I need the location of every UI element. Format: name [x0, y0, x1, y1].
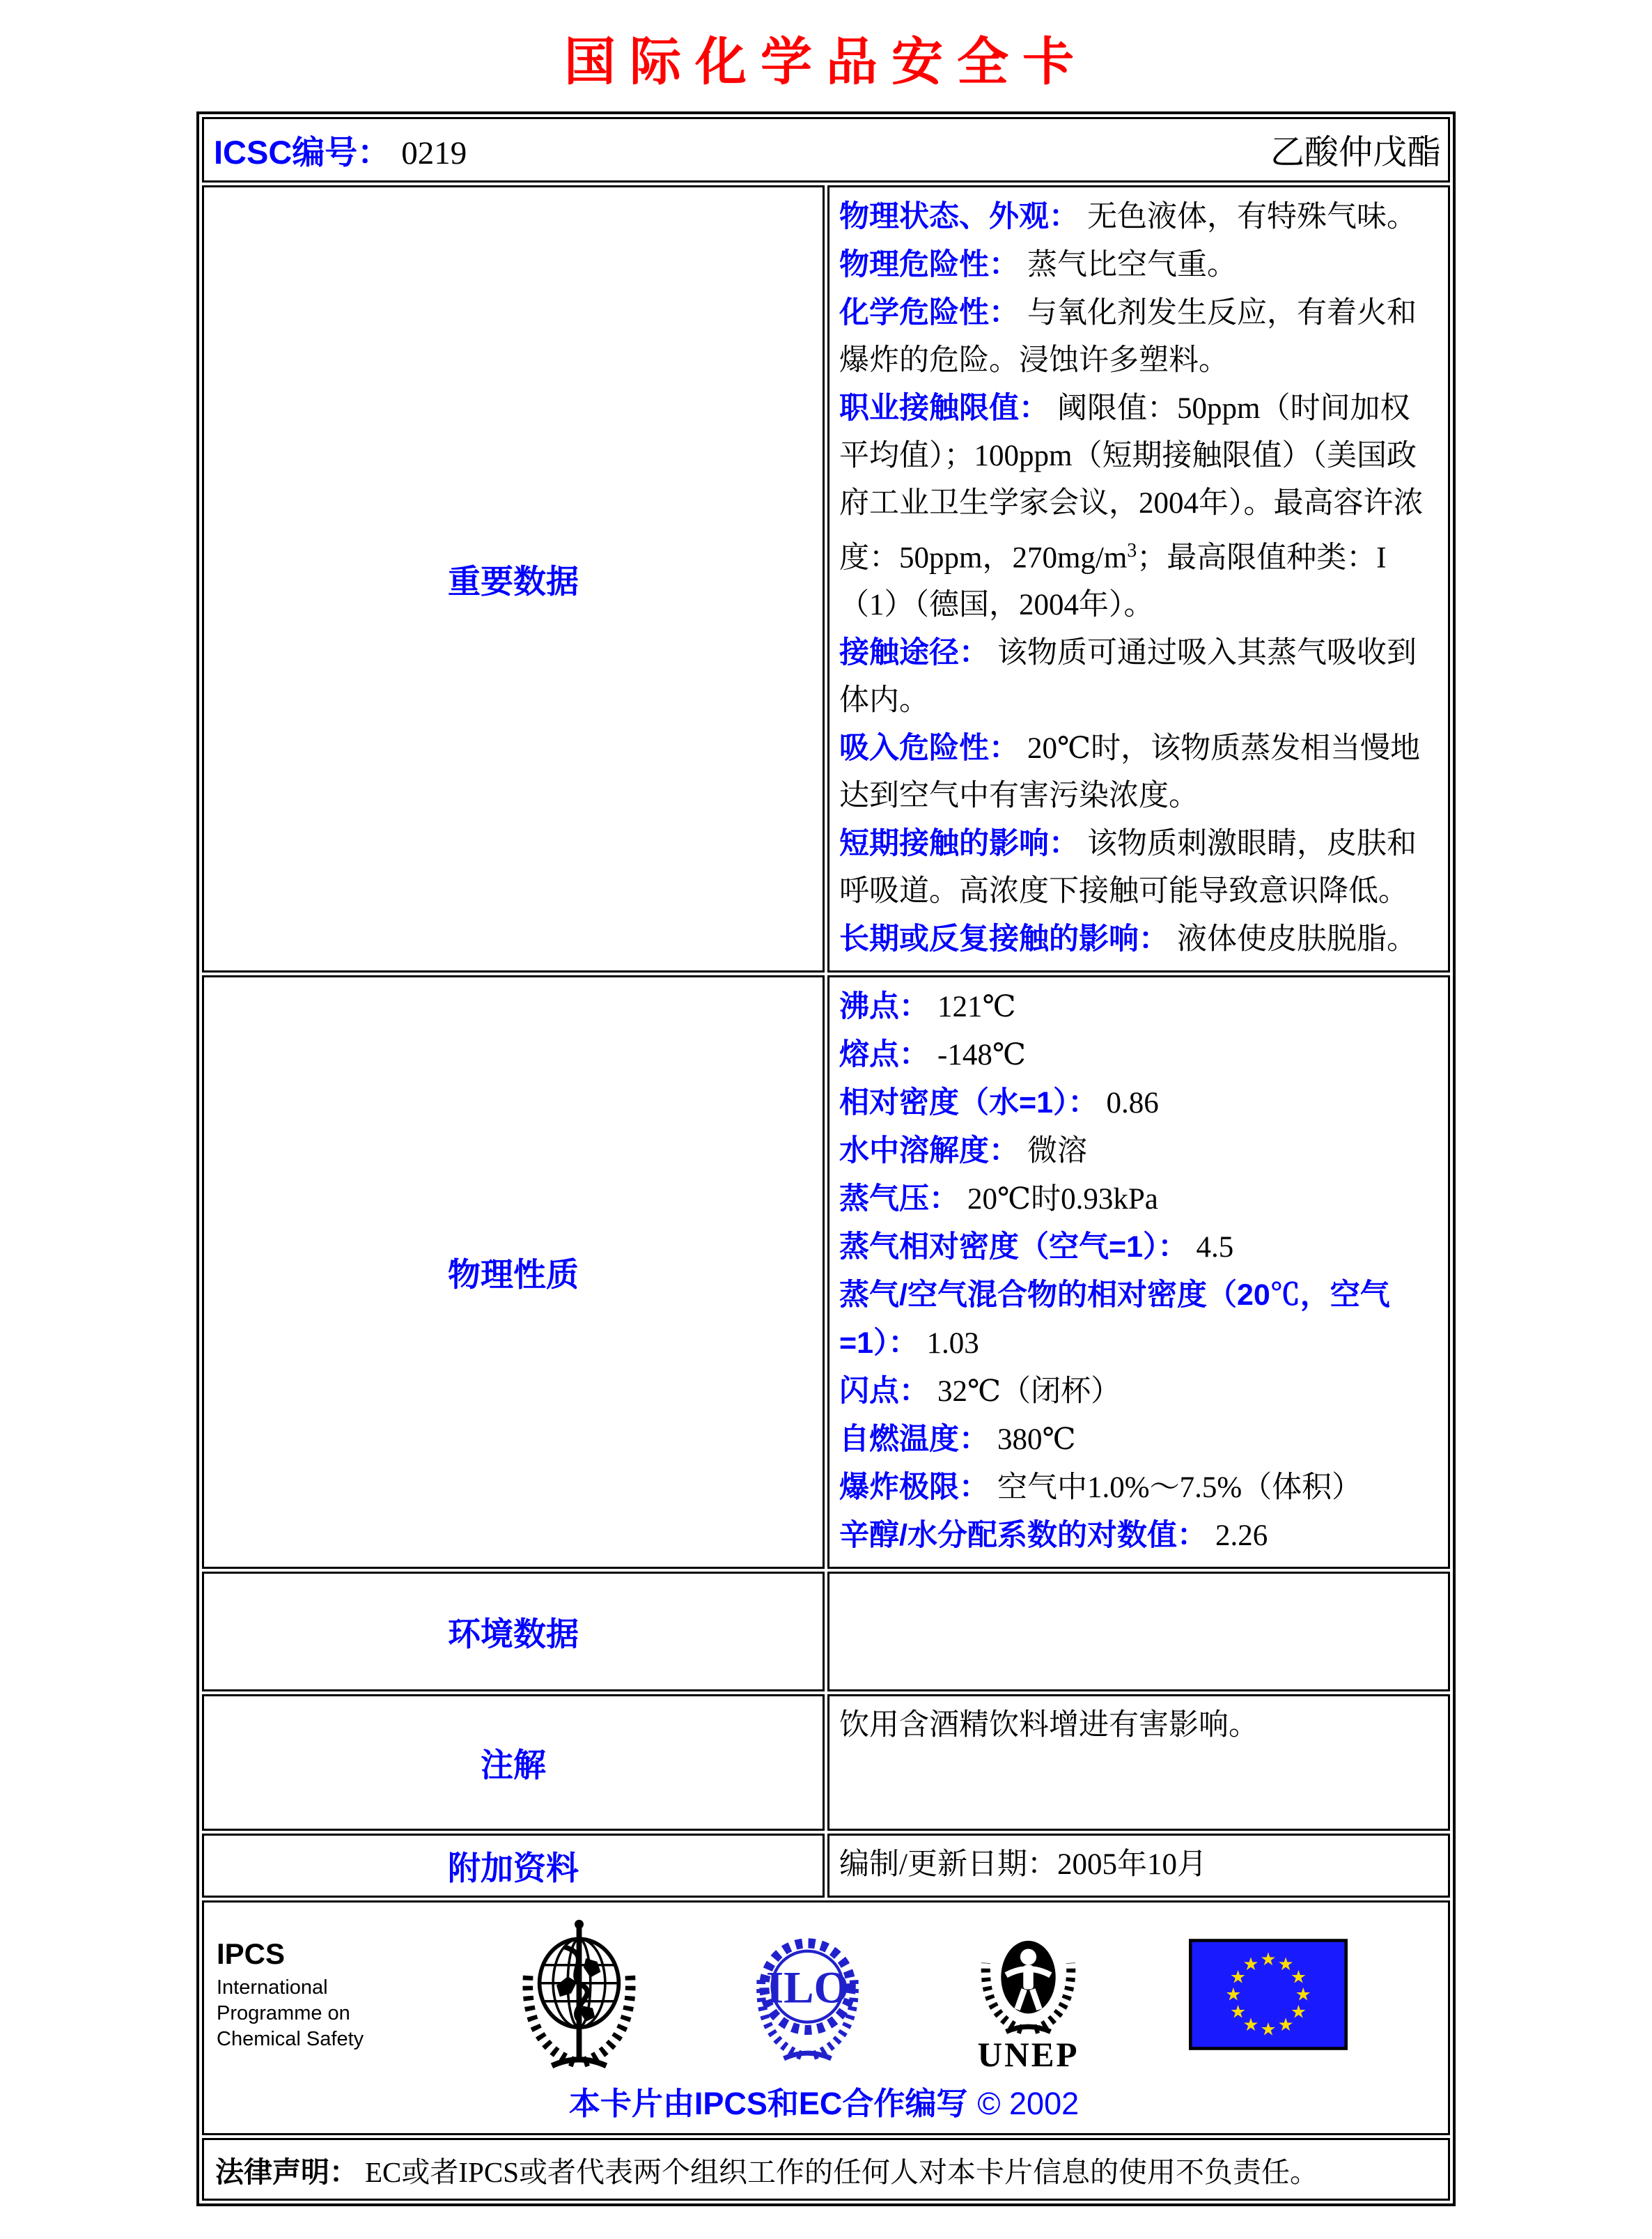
field-label: 短期接触的影响： [839, 827, 1079, 861]
section-row-additional-info [202, 1834, 1450, 1898]
superscript: 3 [1127, 540, 1137, 561]
header-cell [202, 117, 1450, 183]
eu-flag [1189, 1939, 1348, 2050]
section-label: 环境数据 [448, 1615, 579, 1652]
eu-star-icon: ★ [1290, 2001, 1307, 2023]
field-label: 水中溶解度： [839, 1134, 1019, 1168]
section-label: 附加资料 [448, 1849, 579, 1887]
eu-star-icon: ★ [1260, 1949, 1277, 1971]
page [0, 21, 1652, 2206]
ilo-logo [747, 1926, 868, 2063]
field-text: 1.03 [926, 1327, 979, 1361]
icsc-number-label: ICSC编号： [214, 133, 391, 171]
field-line [839, 241, 1438, 289]
field-label: 长期或反复接触的影响： [839, 922, 1169, 956]
field-text: 该物质刺激眼睛，皮肤和呼吸道。高浓度下接触可能导致意识降低。 [839, 828, 1417, 908]
field-line [839, 193, 1438, 241]
field-label: 吸入危险性： [839, 731, 1019, 766]
who-logo [511, 1915, 647, 2074]
field-text: 与氧化剂发生反应，有着火和爆炸的危险。浸蚀许多塑料。 [839, 297, 1417, 377]
field-text: 无色液体，有特殊气味。 [1087, 201, 1417, 233]
section-content-cell [827, 975, 1450, 1569]
eu-star-icon: ★ [1229, 1967, 1247, 1988]
field-line [839, 1368, 1438, 1416]
field-text: 121℃ [937, 991, 1016, 1024]
field-label: 熔点： [839, 1038, 929, 1072]
section-label: 物理性质 [448, 1255, 579, 1293]
eu-star-icon: ★ [1277, 2015, 1294, 2036]
field-line [839, 1416, 1438, 1464]
field-line [839, 725, 1438, 820]
eu-star-icon: ★ [1290, 1967, 1307, 1988]
field-label: 沸点： [839, 990, 929, 1024]
field-label: 自燃温度： [839, 1423, 989, 1457]
icsc-number-value: 0219 [401, 134, 467, 171]
section-content-cell [827, 1572, 1450, 1691]
eu-star-icon: ★ [1225, 1984, 1242, 2006]
copyright-text: © 2002 [977, 2086, 1080, 2122]
field-line [839, 385, 1438, 629]
field-line [839, 289, 1438, 385]
legal-notice-label: 法律声明： [215, 2155, 358, 2188]
ipcs-title: IPCS [217, 1937, 286, 1970]
field-line [839, 629, 1438, 725]
ipcs-subtitle-line: International [217, 1976, 328, 1999]
field-label: 蒸气压： [839, 1182, 959, 1216]
chemical-name: 乙酸仲戊酯 [1270, 133, 1441, 171]
eu-star-icon: ★ [1229, 2001, 1247, 2023]
field-label: 蒸气/空气混合物的相对密度（20℃，空气=1）： [839, 1278, 1390, 1361]
eu-star-icon: ★ [1277, 1954, 1294, 1976]
caption-text: 本卡片由IPCS和EC合作编写 [568, 2086, 968, 2122]
section-label-cell [202, 1834, 825, 1898]
field-line [839, 1841, 1438, 1889]
field-line [839, 1464, 1438, 1512]
field-text: 蒸气比空气重。 [1027, 249, 1237, 281]
field-label: 爆炸极限： [839, 1471, 989, 1505]
section-row-physical-properties [202, 975, 1450, 1569]
legal-cell [202, 2138, 1450, 2201]
caption-line [217, 2078, 1431, 2123]
section-content-cell [827, 1694, 1450, 1831]
field-label: 物理状态、外观： [839, 200, 1079, 233]
field-line [839, 1079, 1438, 1127]
field-line [839, 1031, 1438, 1079]
logos-cell [202, 1900, 1450, 2135]
field-label: 闪点： [839, 1374, 929, 1409]
section-label-cell [202, 975, 825, 1569]
field-text: 微溶 [1027, 1135, 1087, 1168]
field-text: 2.26 [1215, 1519, 1268, 1553]
section-row-important-data [202, 185, 1450, 973]
header-row [202, 117, 1450, 183]
logos-row [202, 1900, 1450, 2135]
ipcs-text-block [217, 1937, 412, 2052]
section-label: 注解 [481, 1746, 546, 1783]
section-content-cell [827, 1834, 1450, 1898]
unep-logo [967, 1916, 1089, 2073]
logos-strip [217, 1915, 1431, 2074]
section-content-cell [827, 185, 1450, 973]
section-label-cell [202, 185, 825, 973]
legal-row [202, 2138, 1450, 2201]
icsc-card [196, 111, 1456, 2206]
field-text: 4.5 [1196, 1231, 1234, 1264]
header [214, 119, 1441, 180]
field-line [839, 915, 1438, 963]
field-label: 化学危险性： [839, 296, 1019, 330]
field-text: 0.86 [1106, 1087, 1159, 1120]
field-label: 辛醇/水分配系数的对数值： [839, 1519, 1207, 1553]
field-line [839, 983, 1438, 1031]
field-line [839, 1271, 1438, 1368]
field-text: 编制/更新日期：2005年10月 [839, 1848, 1207, 1882]
field-text: ；最高限值种类：I（1）（德国，2004年）。 [839, 541, 1387, 622]
ipcs-subtitle-line: Programme on [217, 2001, 350, 2024]
card-table [199, 114, 1453, 2203]
field-text: 液体使皮肤脱脂。 [1177, 923, 1417, 956]
section-label-cell [202, 1572, 825, 1691]
section-label: 重要数据 [448, 562, 579, 600]
field-line [839, 1175, 1438, 1223]
field-line [839, 1702, 1438, 1749]
field-text: 空气中1.0%～7.5%（体积） [997, 1471, 1362, 1505]
field-label: 相对密度（水=1）： [839, 1086, 1098, 1120]
field-text: 20℃时0.93kPa [967, 1183, 1158, 1216]
ilo-monogram-text: ILO [765, 1962, 849, 2013]
page-title: 国际化学品安全卡 [564, 34, 1088, 91]
eu-star-icon: ★ [1260, 2019, 1277, 2040]
icsc-number-group [214, 127, 467, 173]
field-label: 物理危险性： [839, 248, 1019, 281]
eu-star-icon: ★ [1295, 1984, 1311, 2006]
field-text: 380℃ [997, 1423, 1076, 1457]
eu-star-icon: ★ [1242, 1954, 1259, 1976]
section-row-environmental-data [202, 1572, 1450, 1691]
field-label: 职业接触限值： [839, 392, 1049, 425]
field-line [839, 820, 1438, 915]
field-label: 接触途径： [839, 636, 989, 670]
field-line [839, 1512, 1438, 1560]
footer-body [202, 1900, 1450, 2201]
sections-body [202, 185, 1450, 1898]
header-body [202, 117, 1450, 183]
legal-notice-text: EC或者IPCS或者代表两个组织工作的任何人对本卡片信息的使用不负责任。 [365, 2155, 1318, 2188]
field-line [839, 1127, 1438, 1175]
section-label-cell [202, 1694, 825, 1831]
field-text: 32℃（闭杯） [937, 1375, 1121, 1409]
ipcs-subtitle-line: Chemical Safety [217, 2027, 364, 2050]
field-text: -148℃ [937, 1039, 1026, 1072]
section-row-notes [202, 1694, 1450, 1831]
field-text: 20℃时，该物质蒸发相当慢地达到空气中有害污染浓度。 [839, 732, 1421, 813]
field-line [839, 1223, 1438, 1271]
eu-star-icon: ★ [1242, 2015, 1259, 2036]
unep-wordmark-text: UNEP [977, 2035, 1080, 2073]
field-label: 蒸气相对密度（空气=1）： [839, 1230, 1188, 1264]
field-text: 该物质可通过吸入其蒸气吸收到体内。 [839, 637, 1417, 718]
field-text: 阈限值：50ppm（时间加权平均值）；100ppm（短期接触限值）（美国政府工业卫生学家会议，2004年）。最高容许浓度：50ppm，270mg/m [839, 392, 1424, 575]
field-text: 饮用含酒精饮料增进有害影响。 [839, 1709, 1259, 1742]
